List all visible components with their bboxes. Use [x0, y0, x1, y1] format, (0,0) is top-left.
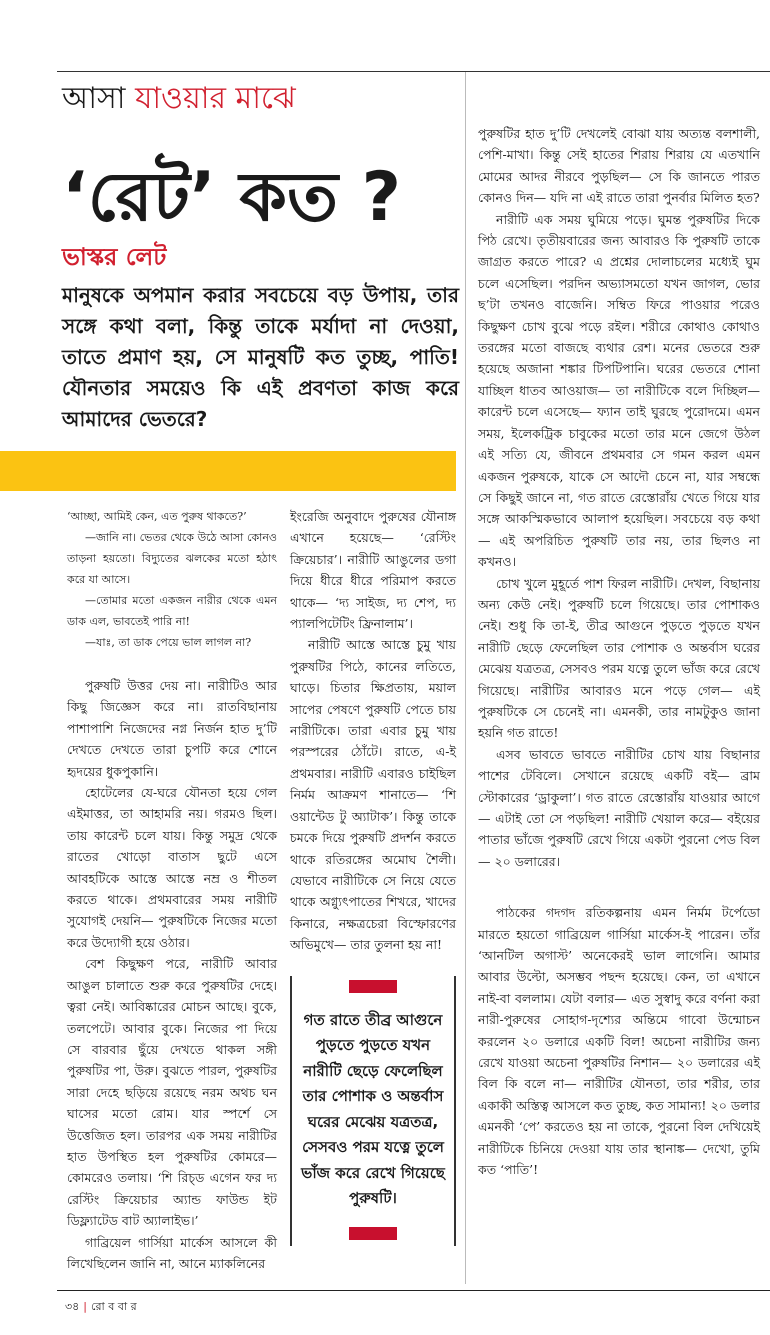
- body-paragraph: পাঠকের গদগদ রতিকল্পনায় এমন নির্মম টর্পেডো মারতে হয়তো গাব্রিয়েল গার্সিয়া মার্কেস-ই পারেন। তাঁর ‘আনটিল অগাস্ট’ অনেকেরই ভাল লাগেনি। আমার আবার উল্টো, অসম্ভব পছন্দ হয়েছে। কেন, তা এখানে নাই-বা বললাম। যেটা বলার— এত সুস্বাদু করে বর্ণনা করা নারী-পুরুষের সোহাগ-দৃশ্যের অন্তিমে গাবো উন্মোচন করলেন ২০ ডলারে একটি বিল! অচেনা নারীটির জন্য রেখে যাওয়া অচেনা পুরুষটির নিশান— ২০ ডলারের এই বিল কি বলে না— নারীটির যৌনতা, তার শরীর, তার একাকী অস্তিত্ব আসলে কত তুচ্ছ, কত সামান্য! ২০ ডলার এমনকী ‘পে’ করতেও হয় না তাকে, পুরনো বিল দেখিয়েই নারীটিকে চিনিয়ে দেওয়া যায় তার স্থানাঙ্ক— দেখো, তুমি কত ‘পাতি’!: [478, 905, 760, 1178]
- body-paragraph: নারীটি এক সময় ঘুমিয়ে পড়ে। ঘুমন্ত পুরুষটির দিকে পিঠ রেখে। তৃতীয়বারের জন্য আবারও কি পুরুষটি তাকে জাগ্রত করতে পারে? এ প্রশ্নের দোলাচলের মধ্যেই ঘুম চলে এসেছিল। পরদিন অভ্যাসমতো যখন জাগল, ভোর ছ’টা তখনও বাজেনি। সম্বিত ফিরে পাওয়ার পরেও কিছুক্ষণ চোখ বুঝে পড়ে রইল। শরীরে কোথাও কোথাও তরঙ্গের মতো বাজছে ব্যথার রেশ। মনের ভেতরে শুরু হয়েছে অজানা শঙ্কার টিপটিপানি। ঘরের ভেতরে শোনা যাচ্ছিল ধাতব আওয়াজ— তা নারীটিকে বলে দিচ্ছিল— কারেন্ট চলে এসেছে— ফ্যান তাই ঘুরছে পুরোদমে। এমন সময়, ইলেকট্রিক চাবুকের মতো তার মনে জেগে উঠল এই সত্যি যে, জীবনে প্রথমবার সে গমন করল এমন একজন পুরুষকে, যাকে সে আদৌ চেনে না, যার সম্বন্ধে সে কিছুই জানে না, গত রাতে রেস্তোরাঁয় খেতে গিয়ে যার সঙ্গে আকস্মিকভাবে আলাপ হয়েছিল। সবচেয়ে বড় কথা— এই অপরিচিত পুরুষটি তার নয়, তার ছিলও না কখনও।: [478, 211, 760, 570]
- article-header: [0, 80, 465, 435]
- kicker-black: আসা: [62, 81, 126, 116]
- page-number: ৩৪: [65, 1300, 80, 1314]
- pull-quote-text: গত রাতে তীব্র আগুনে পুড়তে পুড়তে যখন নারীটি ছেড়ে ফেলেছিল তার পোশাক ও অন্তর্বাস ঘরের মেঝেয় যত্রতত্র, সেসবও পরম যত্নে তুলে ভাঁজ করে রেখে গিয়েছে পুরুষটি।: [301, 1010, 445, 1208]
- dialogue-line: ‘আচ্ছা, আমিই কেন, এত পুরুষ থাকতে?’: [67, 510, 247, 523]
- footer-separator: |: [83, 1300, 88, 1314]
- middle-column: [290, 506, 456, 1246]
- right-column: [478, 72, 760, 1284]
- dialogue-line: —তোমার মতো একজন নারীর থেকে এমন ডাক এল, ভাবতেই পারি না!: [67, 594, 277, 628]
- body-paragraph: পুরুষটি উত্তর দেয় না। নারীটিও আর কিছু জিজ্ঞেস করে না। রাতবিছানায় পাশাপাশি নিজেদের নগ্ন নির্জন হাত দু’টি দেখতে দেখতে তারা চুপটি করে শোনে হৃদয়ের ধুকপুকানি।: [67, 678, 277, 779]
- article-title: ‘রেট’ কত ?: [62, 158, 402, 237]
- page-footer: [65, 1299, 770, 1335]
- magazine-name: রো ব বা র: [91, 1300, 137, 1314]
- dialogue-line: —যাঃ, তা ডাক পেয়ে ভাল লাগল না?: [85, 636, 252, 649]
- kicker-red: যাওয়ার মাঝে: [135, 81, 296, 116]
- body-paragraph: ইংরেজি অনুবাদে পুরুষের যৌনাঙ্গ এখানে হয়েছে— ‘রেস্টিং ক্রিয়েচার’। নারীটি আঙুলের ডগা দিয়ে ধীরে ধীরে পরিমাপ করতে থাকে— ‘দ্য সাইজ, দ্য শেপ, দ্য প্যালপিটেটিং ফ্রিনালাম’।: [290, 509, 456, 632]
- pull-quote-bottom-bar: [349, 1227, 397, 1240]
- bottom-rule: [57, 1290, 770, 1291]
- body-paragraph: বেশ কিছুক্ষণ পরে, নারীটি আবার আঙুল চালাতে শুরু করে পুরুষটির দেহে। ত্বরা নেই। আবিষ্কারের মোচন আছে। বুকে, তলপেটে। আবার বুকে। নিজের পা দিয়ে সে বারবার ছুঁয়ে দেখতে থাকল সঙ্গী পুরুষটির পা, উরু। বুঝতে পারল, পুরুষটির সারা দেহে ছড়িয়ে রয়েছে নরম অথচ ঘন ঘাসের মতো রোম। যার স্পর্শে সে উত্তেজিত হল। তারপর এক সময় নারীটির হাত উপস্থিত হল পুরুষটির কোমরে— কোমরেও তলায়। ‘শি রিচ্‌ড এগেন ফর দ্য রেস্টিং ক্রিয়েচার অ্যান্ড ফাউন্ড ইট ডিফ্ল্যাটেড বাট অ্যালাইভ।’: [67, 956, 277, 1229]
- article-deck: মানুষকে অপমান করার সবচেয়ে বড় উপায়, তার সঙ্গে কথা বলা, কিন্তু তাকে মর্যাদা না দেওয়া, তাতে প্রমাণ হয়, সে মানুষটি কত তুচ্ছ, পাতি! যৌনতার সময়েও কি এই প্রবণতা কাজ করে আমাদের ভেতরে?: [62, 283, 459, 431]
- article-body: [0, 72, 770, 1284]
- author-byline: ভাস্কর লেট: [62, 243, 167, 271]
- left-area: [0, 72, 466, 1284]
- decorative-yellow-band: [0, 451, 456, 491]
- body-paragraph: পুরুষটির হাত দু’টি দেখলেই বোঝা যায় অত্যন্ত বলশালী, পেশি-মাখা। কিন্তু সেই হাতের শিরায় শিরায় যে এতখানি মোমের আদর নীরবে পুড়ছিল— সে কি জানতে পারত কোনও দিন— যদি না এই রাতে তারা পুনর্বার মিলিত হত?: [478, 126, 760, 206]
- pull-quote-box: [290, 976, 456, 1246]
- columns-row: [0, 506, 465, 1284]
- dialogue-line: —জানি না। ভেতর থেকে উঠে আসা কোনও তাড়না হয়তো। বিদ্যুতের ঝলকের মতো হঠাৎ করে যা আসে।: [67, 531, 277, 586]
- pull-quote-top-bar: [349, 980, 397, 993]
- body-paragraph: এসব ভাবতে ভাবতে নারীটির চোখ যায় বিছানার পাশের টেবিলে। সেখানে রয়েছে একটি বই— ব্রাম স্টোকারের ‘ড্রাকুলা’। গত রাতে রেস্তোরাঁয় যাওয়ার আগে— এটাই তো সে পড়ছিল! নারীটি খেয়াল করে— বইয়ের পাতার ভাঁজে পুরুষটি রেখে গিয়ে একটা পুরনো পেড বিল— ২০ ডলারের।: [478, 746, 760, 869]
- body-paragraph: নারীটি আস্তে আস্তে চুমু খায় পুরুষটির পিঠে, কানের লতিতে, ঘাড়ে। চিতার ক্ষিপ্রতায়, ময়াল সাপের পেষণে পুরুষটি পেতে চায় নারীটিকে। তারা এবার চুমু খায় পরস্পরের ঠোঁটে। রাতে, এ-ই প্রথমবার। নারীটি এবারও চাইছিল নির্মম আক্রমণ শানাতে— ‘শি ওয়ান্টেড টু অ্যাটাক’। কিন্তু তাকে চমকে দিয়ে পুরুষটি প্রদর্শন করতে থাকে রতিরঙ্গের অমোঘ শৈলী। যেভাবে নারীটিকে সে নিয়ে যেতে থাকে অগ্ন্যুৎপাতের শিখরে, খাদের কিনারে, নক্ষত্রচেরা বিস্ফোরণের অভিমুখে— তার তুলনা হয় না!: [290, 637, 456, 953]
- section-kicker: [62, 80, 459, 118]
- body-paragraph: গাব্রিয়েল গার্সিয়া মার্কেস আসলে কী লিখেছিলেন জানি না, আনে ম্যাকলিনের: [67, 1234, 277, 1271]
- body-paragraph: চোখ খুলে মুহূর্তে পাশ ফিরল নারীটি। দেখল, বিছানায় অন্য কেউ নেই। পুরুষটি চলে গিয়েছে। তার পোশাকও নেই। শুধু কি তা-ই, তীব্র আগুনে পুড়তে পুড়তে যখন নারীটি ছেড়ে ফেলেছিল তার পোশাক ও অন্তর্বাস ঘরের মেঝেয় যত্রতত্র, সেসবও পরম যত্নে তুলে ভাঁজ করে রেখে গিয়েছে। নারীটির আবারও মনে পড়ে গেল— এই পুরুষটিকে সে চেনেই না। এমনকী, তার নামটুকুও জানা হয়নি গত রাতে!: [478, 575, 760, 741]
- left-column: [67, 506, 277, 1274]
- body-paragraph: হোটেলের যে-ঘরে যৌনতা হয়ে গেল এইমাত্তর, তা আহামরি নয়। গরমও ছিল। তায় কারেন্ট চলে যায়। কিন্তু সমুদ্র থেকে রাতের খোড়ো বাতাস ছুটে এসে আবহটিকে আস্তে আস্তে নম্র ও শীতল করতে থাকে। প্রথমবারের সময় নারীটি সুযোগই দেয়নি— পুরুষটিকে নিজের মতো করে উদ্যোগী হয়ে ওঠার।: [67, 785, 277, 950]
